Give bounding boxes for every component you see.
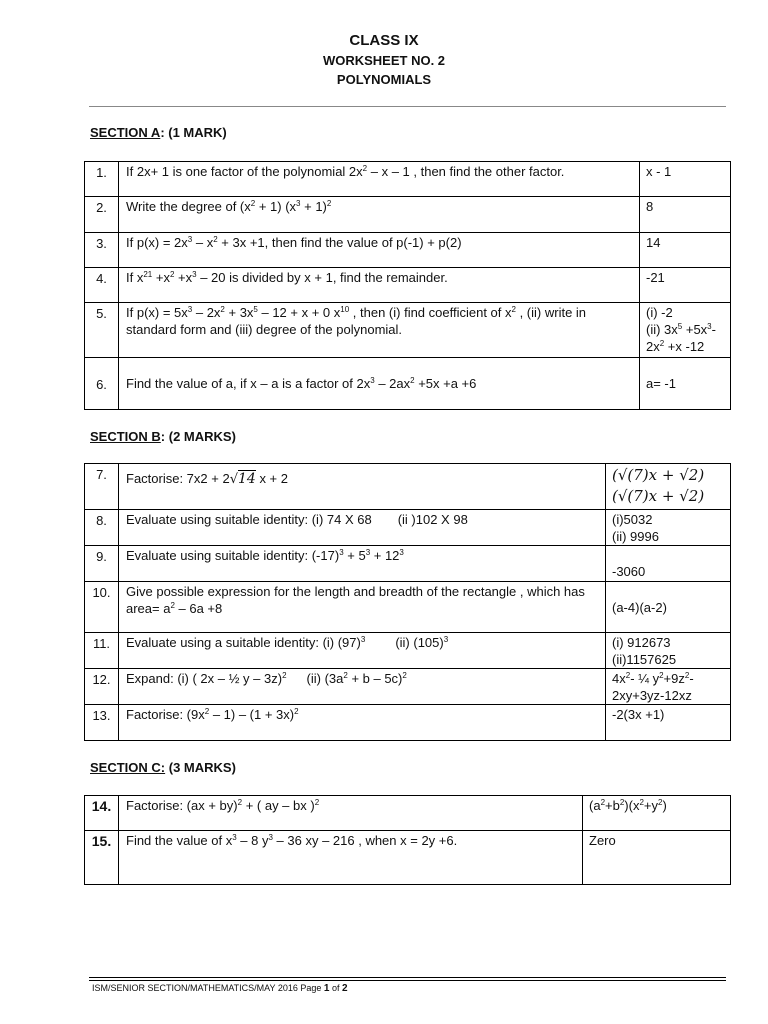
answer-cell: -2(3x +1): [606, 705, 731, 741]
question-row-15: [85, 831, 731, 885]
footer-divider: [89, 980, 726, 981]
question-number: 9.: [85, 546, 119, 582]
section-c-table: [84, 795, 731, 885]
question-row-11: [85, 633, 731, 669]
answer-cell: (i) -2 (ii) $3x^5 +5x^3-$ $2x^2 +x$ -12: [640, 303, 731, 358]
question-text: Write the degree of $(x^2 + 1) (x^3 + 1)^2$: [119, 197, 640, 233]
question-number: 13.: [85, 705, 119, 741]
section-a-marks: : (1 MARK): [160, 125, 227, 140]
question-number: 6.: [85, 358, 119, 410]
question-text: If $x^{21} +x^2 +x^3 - 20$ is divided by x + 1, find the remainder.: [119, 268, 640, 303]
question-text: Evaluate using suitable identity: (i) 74 X 68 (ii )102 X 98: [119, 510, 606, 546]
question-number: 5.: [85, 303, 119, 358]
answer-cell: (i)5032 (ii) 9996: [606, 510, 731, 546]
section-c-name: SECTION C:: [90, 760, 166, 775]
question-row-12: [85, 669, 731, 705]
answer-cell: (i) 912673 (ii)1157625: [606, 633, 731, 669]
question-text: Give possible expression for the length and breadth of the rectangle , which has area= $a^2 - 6a +8$: [119, 582, 606, 633]
section-b-table: [84, 463, 731, 741]
question-row-7: [85, 464, 731, 510]
question-row-5: [85, 303, 731, 358]
question-row-3: [85, 233, 731, 268]
question-text: Evaluate using suitable identity: $(-17)^3 + 5^3 + 12^3$: [119, 546, 606, 582]
section-b-name: SECTION B: [90, 429, 161, 444]
section-c-heading: [90, 760, 236, 775]
question-number: 10.: [85, 582, 119, 633]
answer-cell: -3060: [606, 546, 731, 582]
worksheet-number: WORKSHEET NO. 2: [322, 53, 446, 68]
question-number: 2.: [85, 197, 119, 233]
question-row-10: [85, 582, 731, 633]
section-a-name: SECTION A: [90, 125, 161, 140]
question-number: 1.: [85, 162, 119, 197]
section-c-marks: (3 MARKS): [165, 760, 236, 775]
page-footer: ISM/SENIOR SECTION/MATHEMATICS/MAY 2016 Page 1 of 2: [92, 983, 348, 994]
question-number: 7.: [85, 464, 119, 510]
question-number: 3.: [85, 233, 119, 268]
question-row-2: [85, 197, 731, 233]
question-number: 11.: [85, 633, 119, 669]
section-a-heading: [90, 125, 227, 140]
answer-cell: (√(7)x + √2) (√(7)x + √2): [606, 464, 731, 510]
answer-cell: x - 1: [640, 162, 731, 197]
question-text: If $p(x) = 2x^3 - x^2 + 3x +1$, then find the value of p(-1) + p(2): [119, 233, 640, 268]
answer-cell: Zero: [583, 831, 731, 885]
question-number: 4.: [85, 268, 119, 303]
question-text: Expand: (i) ( 2x – ½ y – 3z)$^2$ (ii) $(3a^2 + b - 5c)^2$: [119, 669, 606, 705]
section-b-marks: : (2 MARKS): [160, 429, 236, 444]
answer-cell: 8: [640, 197, 731, 233]
question-text: Evaluate using a suitable identity: (i) $(97)^3$ (ii) $(105)^3$: [119, 633, 606, 669]
answer-cell: 14: [640, 233, 731, 268]
answer-cell: -21: [640, 268, 731, 303]
question-number: 12.: [85, 669, 119, 705]
answer-cell: $4x^2-$ ¼ $y^2+9z^2-$ 2xy+3yz-12xz: [606, 669, 731, 705]
question-text: If 2x+ 1 is one factor of the polynomial $2x^2$ – x – 1 , then find the other factor.: [119, 162, 640, 197]
question-text: If $p(x) = 5x^3 - 2x^2 + 3x^5 - 12 + x + 0$ $x^{10}$ , then (i) find coefficient of $x^2$ , (ii) write in standard form and (iii) degree of the polynomial.: [119, 303, 640, 358]
footer-divider: [89, 977, 726, 978]
answer-cell: (a-4)(a-2): [606, 582, 731, 633]
section-b-heading: [90, 429, 236, 444]
question-text: Factorise: (ax + by)$^2$ + ( ay – bx )$^2$: [119, 796, 583, 831]
question-number: 14.: [85, 796, 119, 831]
question-row-13: [85, 705, 731, 741]
question-row-4: [85, 268, 731, 303]
question-text: Find the value of $x^3 - 8$ $y^3 - 36$ xy – 216 , when x = 2y +6.: [119, 831, 583, 885]
header-divider: [89, 106, 726, 107]
question-number: 8.: [85, 510, 119, 546]
answer-cell: $(a^2+b^2)(x^2+y^2)$: [583, 796, 731, 831]
question-text: Find the value of a, if x – a is a factor of $2x^3 - 2ax^2 +5x +a +6$: [119, 358, 640, 410]
worksheet-topic: POLYNOMIALS: [336, 72, 432, 87]
answer-cell: a= -1: [640, 358, 731, 410]
question-row-1: [85, 162, 731, 197]
question-row-14: [85, 796, 731, 831]
question-text: Factorise: 7x2 + 2√14 x + 2: [119, 464, 606, 510]
question-row-8: [85, 510, 731, 546]
question-row-9: [85, 546, 731, 582]
question-number: 15.: [85, 831, 119, 885]
question-row-6: [85, 358, 731, 410]
section-a-table: [84, 161, 731, 410]
worksheet-class-title: CLASS IX: [349, 32, 419, 49]
question-text: Factorise: $(9x^2 - 1) - (1 + 3x)^2$: [119, 705, 606, 741]
